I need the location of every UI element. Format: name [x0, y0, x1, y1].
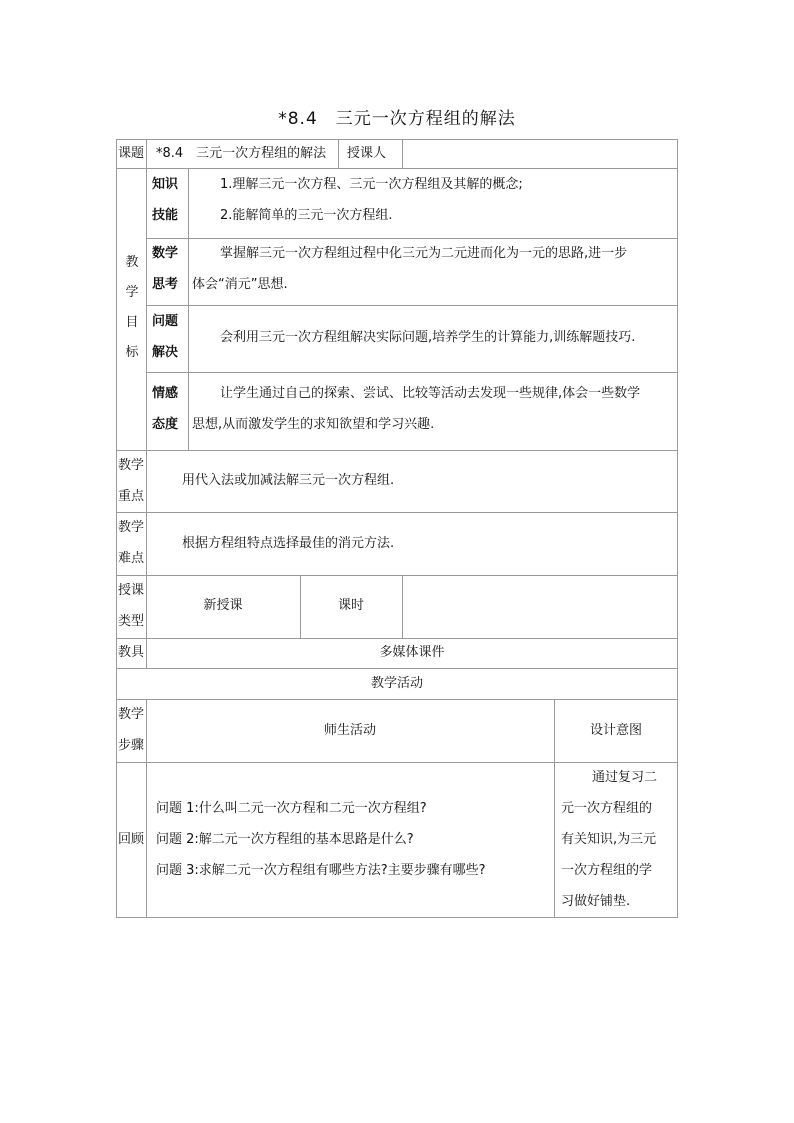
objective-problem-label: 问题 [152, 314, 179, 329]
review-question: 问题 1:什么叫二元一次方程和二元一次方程组? [156, 801, 427, 816]
review-question: 问题 2:解二元一次方程组的基本思路是什么? [156, 832, 414, 847]
topic-value: *8.4 三元一次方程组的解法 [156, 146, 327, 161]
activity-column-header: 师生活动 [323, 723, 376, 738]
steps-label: 教学 [118, 707, 145, 722]
key-point-label: 教学 [118, 458, 145, 473]
objective-knowledge-text: 1.理解三元一次方程、三元一次方程组及其解的概念; [220, 177, 523, 192]
lesson-type-label: 授课 [118, 583, 145, 598]
objectives-label: 教 学 目 标 [125, 255, 139, 360]
objective-attitude-label: 情感 [152, 386, 179, 401]
teacher-label: 授课人 [347, 146, 387, 161]
intent-column-header: 设计意图 [589, 723, 642, 738]
tools-label: 教具 [118, 645, 145, 660]
review-intent-text: 通过复习二 [592, 770, 658, 785]
objective-thinking-label: 数学 [152, 246, 179, 261]
review-label: 回顾 [118, 832, 145, 847]
topic-label: 课题 [118, 146, 145, 161]
difficulty-text: 根据方程组特点选择最佳的消元方法. [182, 536, 395, 551]
key-point-text: 用代入法或加减法解三元一次方程组. [182, 473, 395, 488]
review-question: 问题 3:求解二元一次方程组有哪些方法?主要步骤有哪些? [156, 863, 486, 878]
lesson-type-value: 新授课 [203, 598, 243, 613]
objective-knowledge-label: 知识 [152, 177, 179, 192]
tools-value: 多媒体课件 [379, 645, 445, 660]
page-title: *8.4 三元一次方程组的解法 [278, 109, 516, 129]
difficulty-label: 教学 [118, 520, 145, 535]
objective-thinking-text: 掌握解三元一次方程组过程中化三元为二元进而化为一元的思路,进一步 [220, 246, 628, 261]
class-hours-label: 课时 [337, 598, 364, 613]
activities-header: 教学活动 [370, 676, 423, 691]
objective-attitude-text: 让学生通过自己的探索、尝试、比较等活动去发现一些规律,体会一些数学 [220, 386, 641, 401]
objective-problem-text: 会利用三元一次方程组解决实际问题,培养学生的计算能力,训练解题技巧. [220, 330, 636, 345]
